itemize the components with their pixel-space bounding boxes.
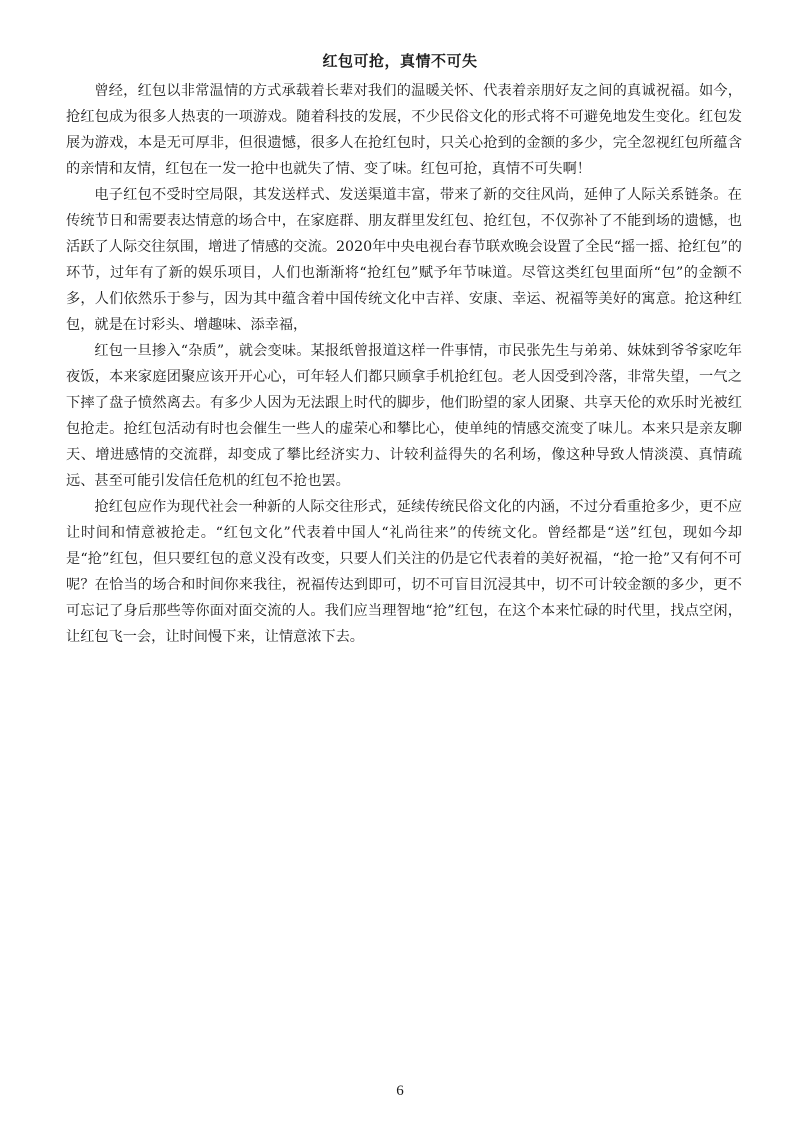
- paragraph-3: 红包一旦掺入“杂质”，就会变味。某报纸曾报道这样一件事情，市民张先生与弟弟、妹妹到爷爷家吃年夜饭，本来家庭团聚应该开开心心，可年轻人们都只顾拿手机抢红包。老人因受到冷落，非常失望，一气之下摔了盘子愤然离去。有多少人因为无法跟上时代的脚步，他们盼望的家人团聚、共享天伦的欢乐时光被红包抢走。抢红包活动有时也会催生一些人的虚荣心和攀比心，使单纯的情感交流变了味儿。本来只是亲友聊天、增进感情的交流群，却变成了攀比经济实力、计较利益得失的名利场，像这种导致人情淡漠、真情疏远、甚至可能引发信任危机的红包不抢也罢。: [66, 343, 742, 489]
- document-title: 红包可抢，真情不可失: [322, 52, 478, 70]
- paragraph-2: 电子红包不受时空局限，其发送样式、发送渠道丰富，带来了新的交往风尚，延伸了人际关系链条。在传统节日和需要表达情意的场合中，在家庭群、朋友群里发红包、抢红包，不仅弥补了不能到场的遗憾，也活跃了人际交往氛围，增进了情感的交流。2020年中央电视台春节联欢晚会设置了全民“摇一摇、抢红包”的环节，过年有了新的娱乐项目，人们也渐渐将“抢红包”赋予年节味道。尽管这类红包里面所“包”的金额不多，人们依然乐于参与，因为其中蕴含着中国传统文化中吉祥、安康、幸运、祝福等美好的寓意。抢这种红包，就是在讨彩头、增趣味、添幸福，: [66, 187, 742, 333]
- page-number: 6: [396, 1083, 404, 1099]
- paragraph-1: 曾经，红包以非常温情的方式承载着长辈对我们的温暖关怀、代表着亲朋好友之间的真诚祝福。如今，抢红包成为很多人热衷的一项游戏。随着科技的发展，不少民俗文化的形式将不可避免地发生变化。红包发展为游戏，本是无可厚非，但很遗憾，很多人在抢红包时，只关心抢到的金额的多少，完全忽视红包所蕴含的亲情和友情，红包在一发一抢中也就失了情、变了味。红包可抢，真情不可失啊！: [66, 83, 742, 177]
- paragraph-4: 抢红包应作为现代社会一种新的人际交往形式，延续传统民俗文化的内涵，不过分看重抢多少，更不应让时间和情意被抢走。“红包文化”代表着中国人“礼尚往来”的传统文化。曾经都是“送”红包，现如今却是“抢”红包，但只要红包的意义没有改变，只要人们关注的仍是它代表着的美好祝福，“抢一抢”又有何不可呢？在恰当的场合和时间你来我往，祝福传达到即可，切不可盲目沉浸其中，切不可计较金额的多少，更不可忘记了身后那些等你面对面交流的人。我们应当理智地“抢”红包，在这个本来忙碌的时代里，找点空闲，让红包飞一会，让时间慢下来，让情意浓下去。: [66, 499, 742, 645]
- document-body: [66, 78, 742, 650]
